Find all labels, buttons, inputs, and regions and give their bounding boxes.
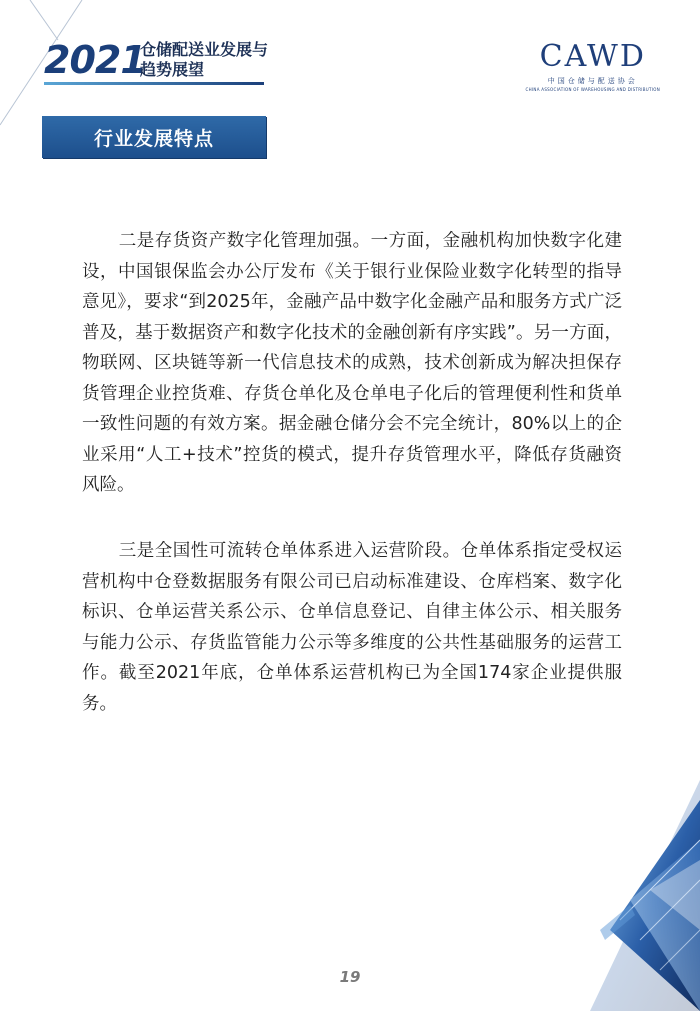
report-title-line1: 仓储配送业发展与 <box>140 40 269 59</box>
report-title-line2: 趋势展望 <box>140 60 205 79</box>
header-underline <box>44 82 264 85</box>
body-paragraph-2 <box>82 536 622 719</box>
paragraph-text: 三是全国性可流转仓单体系进入运营阶段。仓单体系指定受权运营机构中仓登数据服务有限公司已启动标准建设、仓库档案、数字化标识、仓单运营关系公示、仓单信息登记、自律主体公示、相关服务与能力公示、存货监管能力公示等多维度的公共性基础服务的运营工作。截至2021年底，仓单体系运营机构已为全国174家企业提供服务。 <box>82 541 622 714</box>
paragraph-text: 二是存货资产数字化管理加强。一方面，金融机构加快数字化建设，中国银保监会办公厅发布《关于银行业保险业数字化转型的指导意见》，要求“到2025年，金融产品中数字化金融产品和服务方式广泛普及，基于数据资产和数字化技术的金融创新有序实践”。另一方面，物联网、区块链等新一代信息技术的成熟，技术创新成为解决担保存货管理企业控货难、存货仓单化及仓单电子化后的管理便利性和货单一致性问题的有效方案。据金融仓储分会不完全统计，80%以上的企业采用“人工+技术”控货的模式，提升存货管理水平，降低存货融资风险。 <box>82 231 622 495</box>
body-paragraph-1 <box>82 226 622 501</box>
report-title <box>140 40 268 80</box>
logo-english-name: CHINA ASSOCIATION OF WAREHOUSING AND DISTRIBUTION <box>525 87 660 92</box>
cawd-logo <box>526 40 660 92</box>
logo-wordmark: CAWD <box>539 39 646 74</box>
section-header <box>42 116 266 158</box>
report-year: 2021 <box>44 38 146 82</box>
section-title: 行业发展特点 <box>93 127 214 150</box>
logo-chinese-name: 中国仓储与配送协会 <box>547 77 638 85</box>
page-number: 19 <box>339 968 361 986</box>
